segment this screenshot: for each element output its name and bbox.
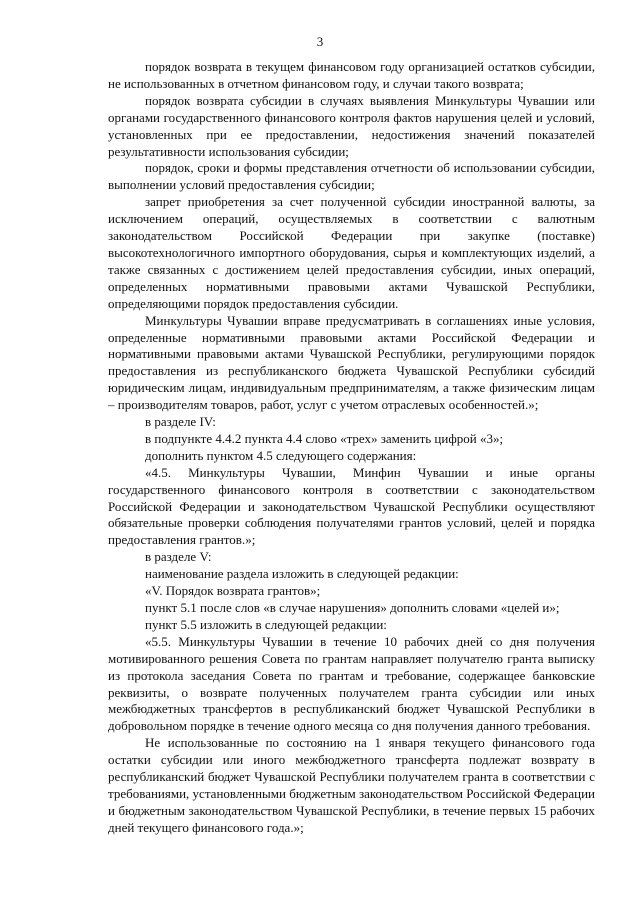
paragraph-clause-4-5: «4.5. Минкультуры Чувашии, Минфин Чувашии и иные органы государственного финансового контроля в соответствии с законодательством Российской Федерации и законодательством Чувашской Республики осуществляют обязательные проверки соблюдения получателями грантов условий, целей и порядка предоставления грантов.»; — [108, 464, 595, 548]
paragraph-clause-5-5-intro: пункт 5.5 изложить в следующей редакции: — [145, 616, 387, 632]
paragraph-section-iv: в разделе IV: — [145, 414, 216, 430]
paragraph-subclause-4-4-2: в подпункте 4.4.2 пункта 4.4 слово «трех» заменить цифрой «3»; — [145, 430, 504, 446]
paragraph-return-remainders: порядок возврата в текущем финансовом году организацией остатков субсидии, не использованных в отчетном финансовом году, и случаи такого возврата; — [108, 59, 595, 91]
paragraph-reporting: порядок, сроки и формы представления отчетности об использовании субсидии, выполнении условий предоставления субсидии; — [108, 160, 595, 193]
paragraph-currency-ban: запрет приобретения за счет полученной субсидии иностранной валюты, за исключением операций, осуществляемых в соответствии с валютным законодательством Российской Федерации при закупке (поставке) высокотехнологичного импортного оборудования, сырья и комплектующих изделий, а также связанных с достижением целей предоставления субсидии, иных операций, определенных нормативными правовыми актами Чувашской Республики, определяющими порядок предоставления субсидии. — [108, 194, 595, 311]
paragraph-unused-remainders: Не использованные по состоянию на 1 января текущего финансового года остатки субсидии или иного межбюджетного трансферта подлежат возврату в республиканский бюджет Чувашской Республики получателем гранта в соответствии с требованиями, установленными бюджетным законодательством Российской Федерации и бюджетным законодательством Чувашской Республики, в течение первых 15 рабочих дней текущего финансового года.»; — [108, 735, 595, 835]
page-number: 3 — [316, 34, 324, 49]
paragraph-clause-5-5: «5.5. Минкультуры Чувашии в течение 10 рабочих дней со дня получения мотивированного решения Совета по грантам направляет получателю гранта выписку из протокола заседания Совета по грантам и требование, содержащее банковские реквизиты, о возврате полученных получателем гранта субсидии или иных межбюджетных трансфертов в республиканский бюджет Чувашской Республики в добровольном порядке в течение одного месяца со дня получения данного требования. — [108, 633, 595, 734]
paragraph-section-v-title: «V. Порядок возврата грантов»; — [145, 583, 321, 599]
document-body — [108, 59, 595, 837]
paragraph-section-title-change: наименование раздела изложить в следующей редакции: — [145, 566, 459, 582]
paragraph-clause-5-1: пункт 5.1 после слов «в случае нарушения» дополнить словами «целей и»; — [145, 600, 560, 615]
paragraph-section-v: в разделе V: — [145, 549, 212, 565]
paragraph-additional-conditions: Минкультуры Чувашии вправе предусматривать в соглашениях иные условия, определенные нормативными правовыми актами Российской Федерации и нормативными правовыми актами Чувашской Республики, регулирующими порядок предоставления из республиканского бюджета Чувашской Республики субсидий юридическим лицам, индивидуальным предпринимателям, а также физическим лицам – производителям товаров, работ, услуг с учетом отраслевых особенностей.»; — [108, 312, 595, 413]
paragraph-add-4-5: дополнить пунктом 4.5 следующего содержания: — [145, 447, 417, 463]
paragraph-return-on-violations: порядок возврата субсидии в случаях выявления Минкультуры Чувашии или органами государственного финансового контроля фактов нарушения целей и условий, установленных при ее предоставлении, недостижения значений показателей результативности использования субсидии; — [108, 92, 595, 159]
